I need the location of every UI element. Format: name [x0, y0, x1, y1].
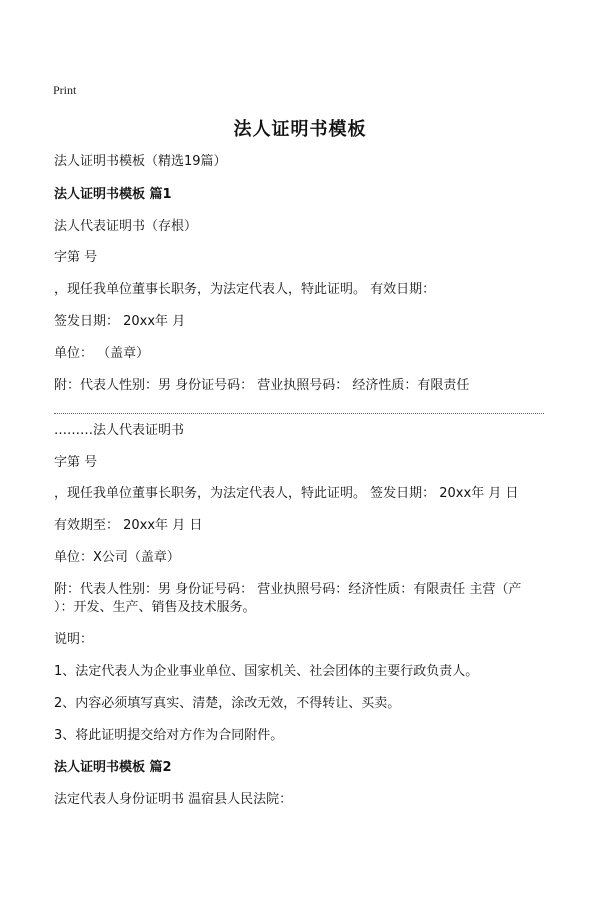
section1-heading: 法人证明书模板 篇1: [54, 187, 172, 202]
certificate-title: ………法人代表证明书: [54, 423, 185, 438]
certificate-number: 字第 号: [54, 455, 98, 470]
print-label: Print: [53, 83, 77, 97]
note-3: 3、将此证明提交给对方作为合同附件。: [54, 728, 284, 743]
certificate-body: ，现任我单位董事长职务，为法定代表人，特此证明。 签发日期： 20xx年 月 日: [54, 486, 519, 501]
note-2: 2、内容必须填写真实、清楚，涂改无效，不得转让、买卖。: [54, 696, 401, 711]
certificate-unit: 单位：X公司（盖章）: [54, 550, 180, 565]
notes-label: 说明：: [54, 632, 94, 647]
stub-title: 法人代表证明书（存根）: [54, 219, 198, 234]
certificate-attachment-line1: 附：代表人性别：男 身份证号码： 营业执照号码：经济性质：有限责任 主营（产: [54, 582, 522, 597]
note-1: 1、法定代表人为企业事业单位、国家机关、社会团体的主要行政负责人。: [54, 664, 479, 679]
stub-body: ，现任我单位董事长职务，为法定代表人，特此证明。 有效日期：: [54, 282, 436, 297]
stub-attachment: 附：代表人性别：男 身份证号码： 营业执照号码： 经济性质：有限责任: [54, 378, 470, 393]
section2-heading: 法人证明书模板 篇2: [54, 760, 172, 775]
certificate-valid-until: 有效期至： 20xx年 月 日: [54, 518, 203, 533]
document-title: 法人证明书模板: [233, 119, 367, 140]
document-subtitle: 法人证明书模板（精选19篇）: [54, 154, 227, 169]
stub-unit: 单位： （盖章）: [54, 346, 150, 361]
certificate-attachment-line2: ）：开发、生产、销售及技术服务。: [54, 600, 256, 615]
section2-line1: 法定代表人身份证明书 温宿县人民法院：: [54, 792, 293, 807]
stub-issue-date: 签发日期： 20xx年 月: [54, 314, 186, 329]
stub-number: 字第 号: [54, 250, 98, 265]
cut-line: [54, 413, 544, 414]
